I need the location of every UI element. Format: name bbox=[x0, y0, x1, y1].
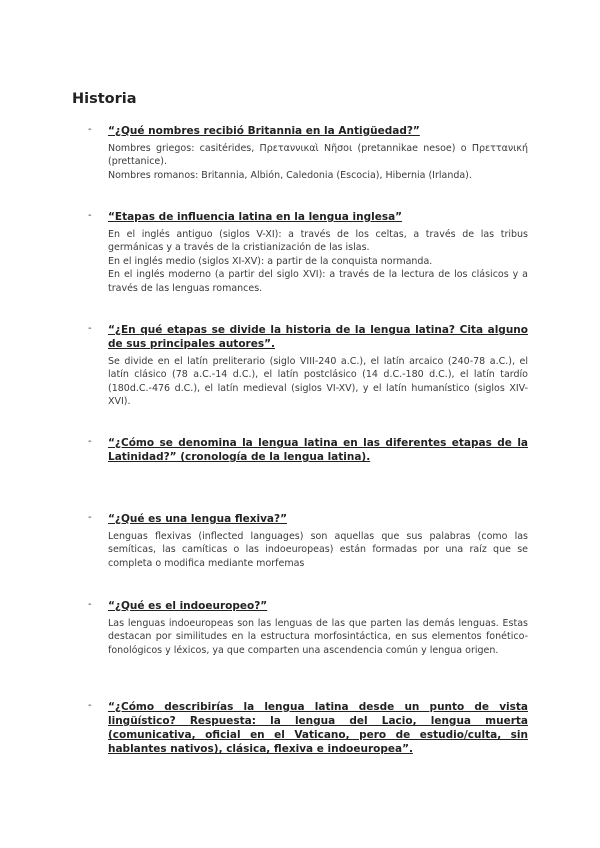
page-title: Historia bbox=[72, 91, 137, 107]
answer-line: Se divide en el latín preliterario (siglo VIII-240 a.C.), el latín arcaico (240-78 a.C.), el latín clásico (78 a.C.-14 d.C.), el latín postclásico (14 d.C.-180 d.C.), el latín tardío (180d.C.-476 d.C.), el latín medieval (siglos VI-XV), y el latín humanístico (siglos XIV-XVI). bbox=[108, 356, 528, 408]
section-latin-linguistic-description bbox=[88, 700, 528, 760]
answer-line: Lenguas flexivas (inflected languages) son aquellas que sus palabras (como las semíticas, las camíticas o las indoeuropeas) están formadas por una raíz que se completa o modifica mediante morfemas bbox=[108, 531, 528, 569]
question-heading: “¿Cómo describirías la lengua latina desde un punto de vista lingüístico? Respuesta: la lengua del Lacio, lengua muerta (comunicativa, oficial en el Vaticano, pero de estudio/culta, sin hablantes nativos), clásica, flexiva e indoeuropea”. bbox=[108, 701, 528, 755]
bullet: - bbox=[88, 124, 92, 135]
question-heading: “¿Qué es una lengua flexiva?” bbox=[108, 513, 288, 525]
section-latinity-chronology bbox=[88, 436, 528, 468]
answer-text bbox=[108, 617, 528, 657]
answer-line: En el inglés medio (siglos XI-XV): a partir de la conquista normanda. bbox=[108, 255, 433, 267]
bullet: - bbox=[88, 436, 92, 447]
question-heading: “Etapas de influencia latina en la lengua inglesa” bbox=[108, 211, 403, 223]
section-latin-influence-english bbox=[88, 210, 528, 295]
answer-line: En el inglés antiguo (siglos V-XI): a través de los celtas, a través de las tribus germánicas y a través de la cristianización de las islas. bbox=[108, 229, 528, 254]
answer-text bbox=[108, 530, 528, 570]
question-heading: “¿Qué nombres recibió Britannia en la Antigüedad?” bbox=[108, 125, 420, 137]
answer-line: Nombres griegos: casitérides, Πρεταννικαὶ Νῆσοι (pretannikae nesoe) o Πρεττανική (prettanice). bbox=[108, 143, 528, 168]
bullet: - bbox=[88, 700, 92, 711]
section-indoeuropean bbox=[88, 599, 528, 657]
section-inflected-language bbox=[88, 512, 528, 570]
bullet: - bbox=[88, 210, 92, 221]
question-heading: “¿Qué es el indoeuropeo?” bbox=[108, 600, 268, 612]
section-latin-history-stages bbox=[88, 323, 528, 409]
answer-line: En el inglés moderno (a partir del siglo XVI): a través de la lectura de los clásicos y a través de las lenguas romances. bbox=[108, 269, 528, 294]
question-heading: “¿Cómo se denomina la lengua latina en las diferentes etapas de la Latinidad?” (cronología de la lengua latina). bbox=[108, 437, 528, 463]
bullet: - bbox=[88, 323, 92, 334]
answer-line: Nombres romanos: Britannia, Albión, Caledonia (Escocia), Hibernia (Irlanda). bbox=[108, 169, 472, 181]
question-heading: “¿En qué etapas se divide la historia de la lengua latina? Cita alguno de sus principales autores”. bbox=[108, 324, 528, 350]
bullet: - bbox=[88, 599, 92, 610]
answer-text bbox=[108, 228, 528, 295]
answer-text bbox=[108, 142, 528, 182]
answer-text bbox=[108, 355, 528, 409]
section-britannia-names bbox=[88, 124, 528, 182]
bullet: - bbox=[88, 512, 92, 523]
answer-line: Las lenguas indoeuropeas son las lenguas de las que parten las demás lenguas. Estas destacan por similitudes en la estructura morfosintáctica, en sus elementos fonético-fonológicos y léxicos, ya que comparten una ascendencia común y lengua origen. bbox=[108, 618, 528, 656]
